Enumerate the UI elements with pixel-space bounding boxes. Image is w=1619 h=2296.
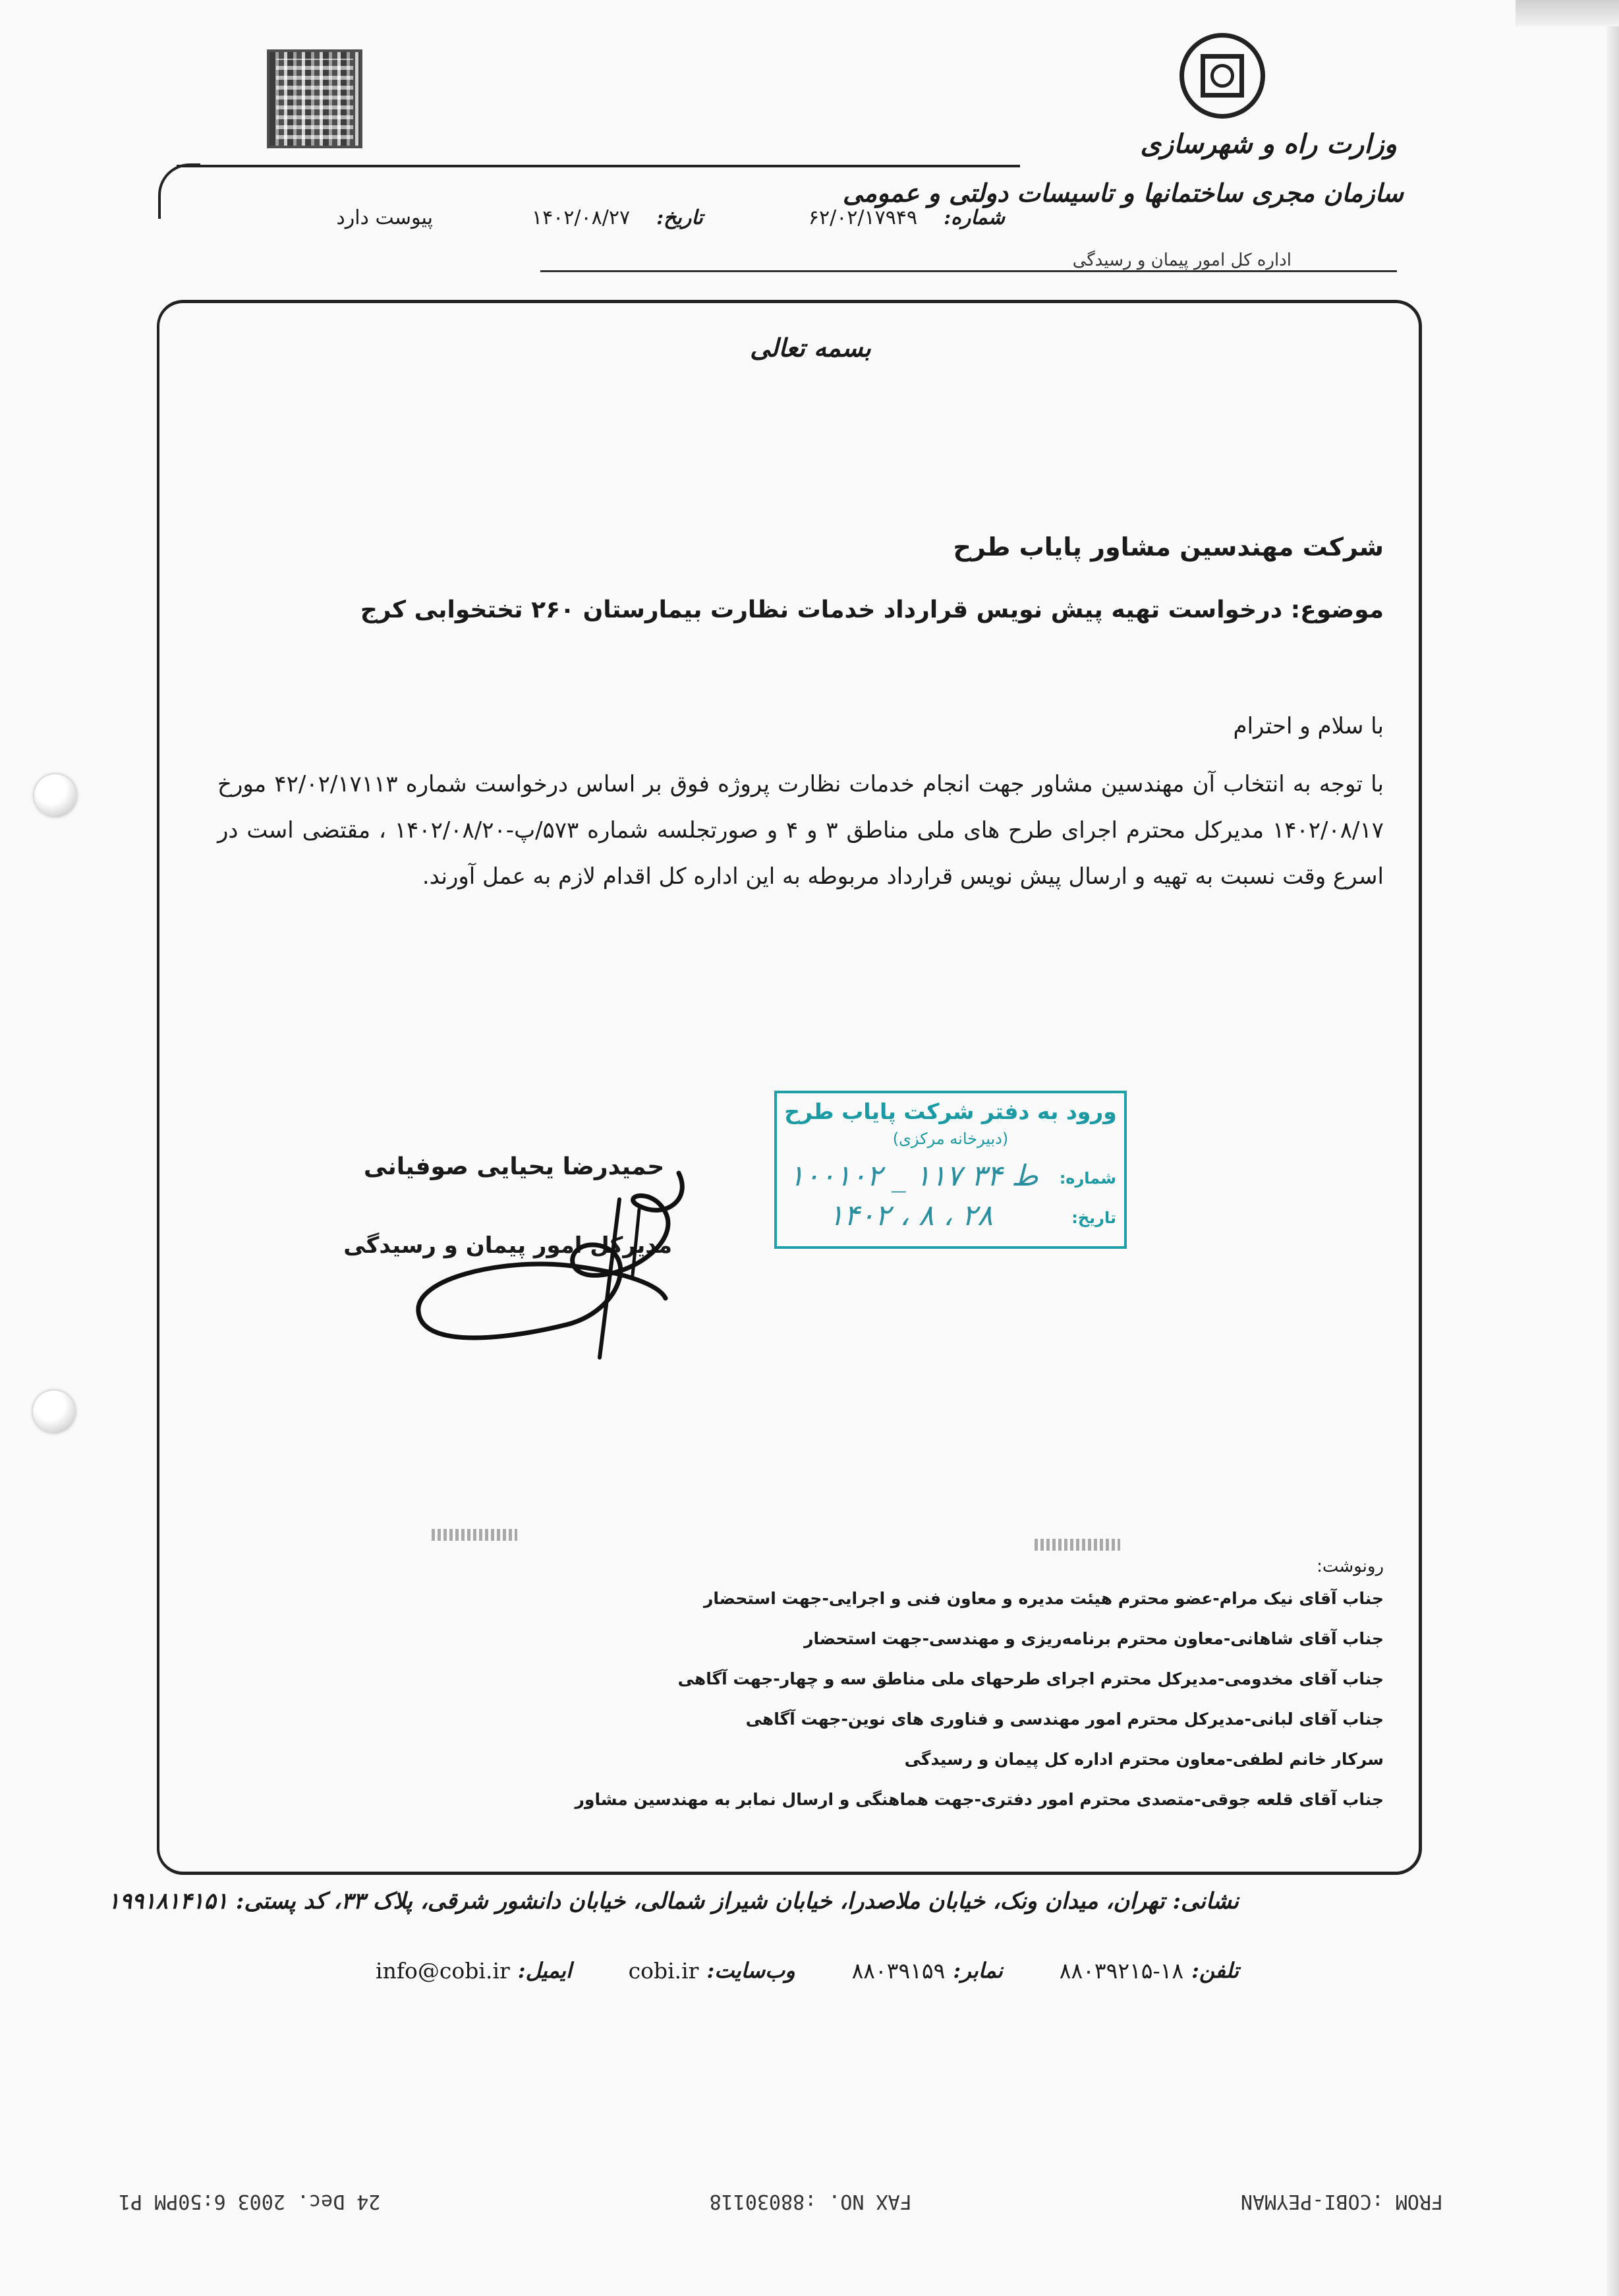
cc-item: جناب آقای نیک مرام-عضو محترم هیئت مدیره و معاون فنی و اجرایی-جهت استحضار xyxy=(703,1589,1384,1608)
email[interactable]: info@cobi.ir xyxy=(376,1957,510,1984)
recipient: شرکت مهندسین مشاور پایاب طرح xyxy=(953,532,1384,561)
header-rule xyxy=(177,165,1020,167)
fax-label: نمابر: xyxy=(953,1958,1003,1983)
attachment-note: پیوست دارد xyxy=(336,206,433,229)
cc-item: سرکار خانم لطفی-معاون محترم اداره کل پیمان و رسیدگی xyxy=(904,1750,1384,1769)
letter-number: ۶۲/۰۲/۱۷۹۴۹ xyxy=(808,206,918,229)
bismillah: بسمه تعالی xyxy=(750,333,871,362)
signer-name: حمیدرضا یحیایی صوفیانی xyxy=(363,1153,665,1180)
stamp-date-label: تاریخ: xyxy=(1071,1209,1116,1227)
phone-number: ۸۸۰۳۹۲۱۵-۱۸ xyxy=(1059,1957,1184,1984)
cc-item: جناب آقای قلعه جوقی-متصدی محترم امور دفتری-جهت هماهنگی و ارسال نمابر به مهندسین مشاور xyxy=(575,1790,1384,1809)
organization-name: سازمان مجری ساختمانها و تاسیسات دولتی و عمومی xyxy=(842,178,1404,208)
stamp-number: ۱۰۰۱۰۲ _ ۱۱۷ ط ۳۴ xyxy=(789,1159,1038,1193)
fax-transmission-header xyxy=(119,2187,1443,2217)
ministry-logo xyxy=(1179,33,1265,119)
stamp-title: ورود به دفتر شرکت پایاب طرح xyxy=(784,1099,1117,1124)
header-rule-corner xyxy=(158,163,200,219)
subject-line: موضوع: درخواست تهیه پیش نویس قرارداد خدمات نظارت بیمارستان ۲۶۰ تختخوابی کرج xyxy=(360,596,1384,623)
fax-number: ۸۸۰۳۹۱۵۹ xyxy=(851,1957,946,1984)
cc-item: جناب آقای مخدومی-مدیرکل محترم اجرای طرحهای ملی مناطق سه و چهار-جهت آگاهی xyxy=(677,1669,1384,1688)
faint-mark xyxy=(1035,1539,1120,1551)
fax-number-line: FAX NO. :88030118 xyxy=(709,2190,912,2214)
footer-contacts xyxy=(376,1951,1239,1990)
cc-title: رونوشت: xyxy=(1317,1557,1384,1576)
faint-mark xyxy=(432,1529,517,1541)
greeting: با سلام و احترام xyxy=(1233,713,1384,739)
letter-date: ۱۴۰۲/۰۸/۲۷ xyxy=(531,206,631,229)
cc-item: جناب آقای لبانی-مدیرکل محترم امور مهندسی و فناوری های نوین-جهت آگاهی xyxy=(745,1709,1384,1729)
date-label: تاریخ: xyxy=(656,206,703,229)
scan-edge xyxy=(1606,0,1619,2296)
cc-item: جناب آقای شاهانی-معاون محترم برنامه‌ریزی و مهندسی-جهت استحضار xyxy=(804,1629,1384,1648)
department-rule xyxy=(540,270,1397,272)
ministry-name: وزارت راه و شهرسازی xyxy=(1140,129,1397,159)
scan-edge xyxy=(1516,0,1619,26)
handwritten-signature xyxy=(402,1160,712,1364)
stamp-subtitle: (دبیرخانه مرکزی) xyxy=(892,1130,1009,1148)
letter-body: با توجه به انتخاب آن مهندسین مشاور جهت انجام خدمات نظارت پروژه فوق بر اساس درخواست شماره ۴۲/۰۲/۱۷۱۱۳ مورخ ۱۴۰۲/۰۸/۱۷ مدیرکل محترم اجرای طرح های ملی مناطق ۳ و ۴ و صورتجلسه شماره ۵۷۳/پ-۱۴۰۲/۰۸/۲۰ ، مقتضی است در اسرع وقت نسبت به تهیه و ارسال پیش نویس قرارداد مربوطه به این اداره کل اقدام لازم به عمل آورند. xyxy=(217,771,1384,890)
email-label: ایمیل: xyxy=(517,1958,572,1983)
punch-hole xyxy=(33,1391,75,1433)
letter-meta xyxy=(260,198,1005,237)
website-label: وب‌سایت: xyxy=(706,1958,795,1983)
footer-address: نشانی: تهران، میدان ونک، خیابان ملاصدرا، خیابان شیراز شمالی، خیابان دانشور شرقی، پلاک ۳۳، کد پستی: ۱۹۹۱۸۱۴۱۵۱ xyxy=(107,1888,1239,1914)
punch-hole xyxy=(34,774,76,817)
website[interactable]: cobi.ir xyxy=(628,1957,699,1984)
fax-datetime: 24 Dec. 2003 6:50PM P1 xyxy=(119,2190,381,2214)
fax-from: FROM :COBI-PEYMAN xyxy=(1240,2190,1443,2214)
stamp-date: ۱۴۰۲ ، ۸ ، ۲۸ xyxy=(828,1199,993,1232)
cc-list xyxy=(395,1578,1384,1820)
department-name: اداره کل امور پیمان و رسیدگی xyxy=(1072,250,1292,270)
number-label: شماره: xyxy=(944,206,1005,229)
stamp-number-label: شماره: xyxy=(1059,1169,1116,1188)
phone-label: تلفن: xyxy=(1191,1958,1239,1983)
qr-code xyxy=(267,49,362,148)
receipt-stamp xyxy=(774,1091,1127,1249)
signer-title: مدیرکل امور پیمان و رسیدگی xyxy=(343,1232,672,1259)
